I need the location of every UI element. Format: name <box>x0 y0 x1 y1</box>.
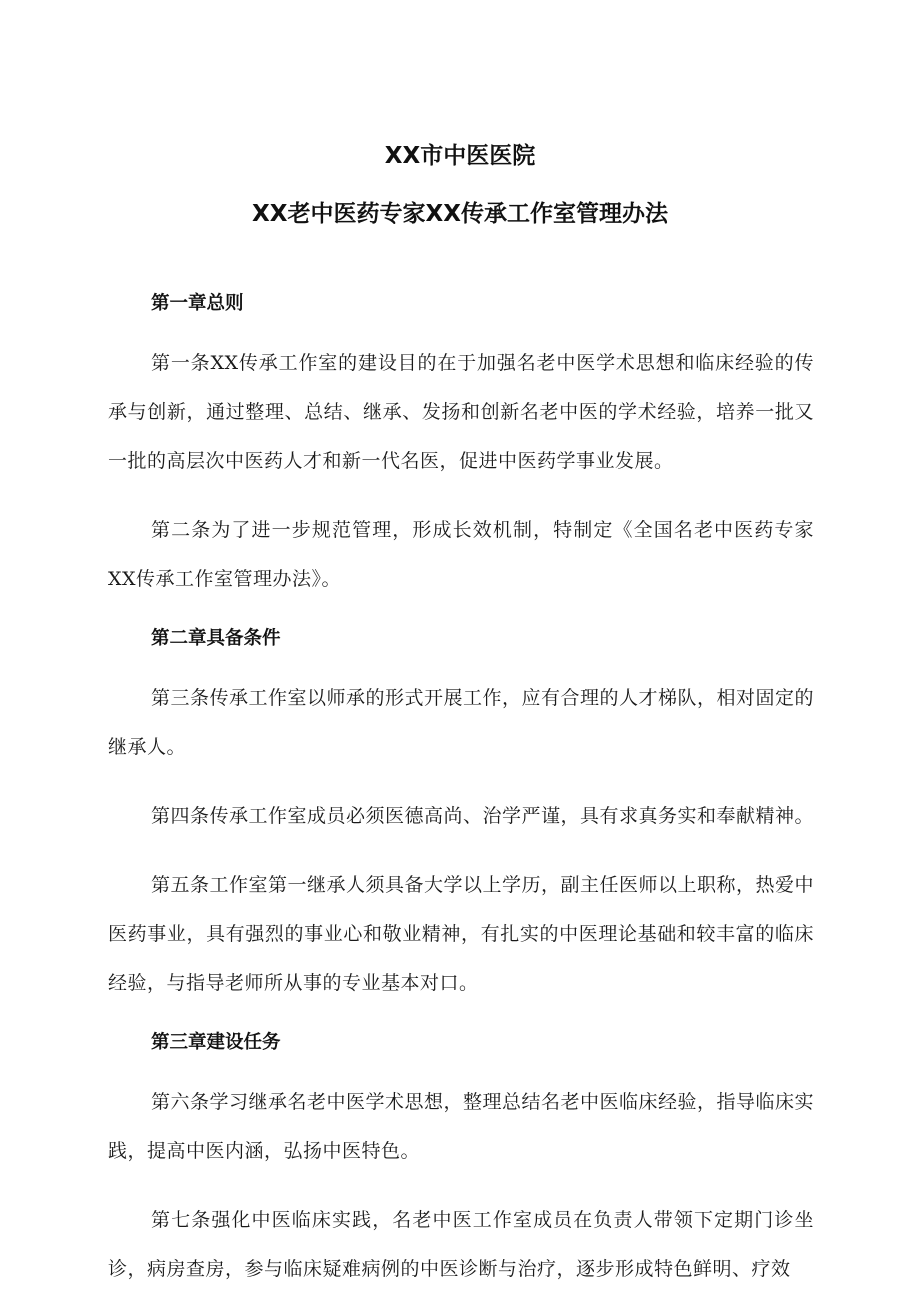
chapter-heading-conditions: 第二章具备条件 <box>151 628 281 649</box>
article-1: 第一条XX传承工作室的建设目的在于加强名老中医学术思想和临床经验的传承与创新，通过整理、总结、继承、发扬和创新名老中医的学术经验，培养一批又一批的高层次中医药人才和新一代名医，促进中医药学事业发展。 <box>108 352 814 472</box>
document-title-regulation: XX老中医药专家XX传承工作室管理办法 <box>252 201 668 227</box>
document-body <box>108 289 814 1314</box>
article-4: 第四条传承工作室成员必须医德高尚、治学严谨，具有求真务实和奉献精神。 <box>151 805 815 827</box>
chapter-heading-general: 第一章总则 <box>151 293 244 314</box>
article-6: 第六条学习继承名老中医学术思想，整理总结名老中医临床经验，指导临床实践，提高中医内涵，弘扬中医特色。 <box>108 1091 815 1162</box>
article-7: 第七条强化中医临床实践，名老中医工作室成员在负责人带领下定期门诊坐诊，病房查房，参与临床疑难病例的中医诊断与治疗，逐步形成特色鲜明、疗效 <box>108 1209 814 1280</box>
article-2: 第二条为了进一步规范管理，形成长效机制，特制定《全国名老中医药专家XX传承工作室管理办法》。 <box>108 519 814 590</box>
chapter-heading-tasks: 第三章建设任务 <box>151 1032 281 1053</box>
article-3: 第三条传承工作室以师承的形式开展工作，应有合理的人才梯队，相对固定的继承人。 <box>108 687 815 758</box>
document-title-hospital: XX市中医医院 <box>384 143 536 169</box>
article-5: 第五条工作室第一继承人须具备大学以上学历，副主任医师以上职称，热爱中医药事业，具有强烈的事业心和敬业精神，有扎实的中医理论基础和较丰富的临床经验，与指导老师所从事的专业基本对口。 <box>108 874 815 994</box>
